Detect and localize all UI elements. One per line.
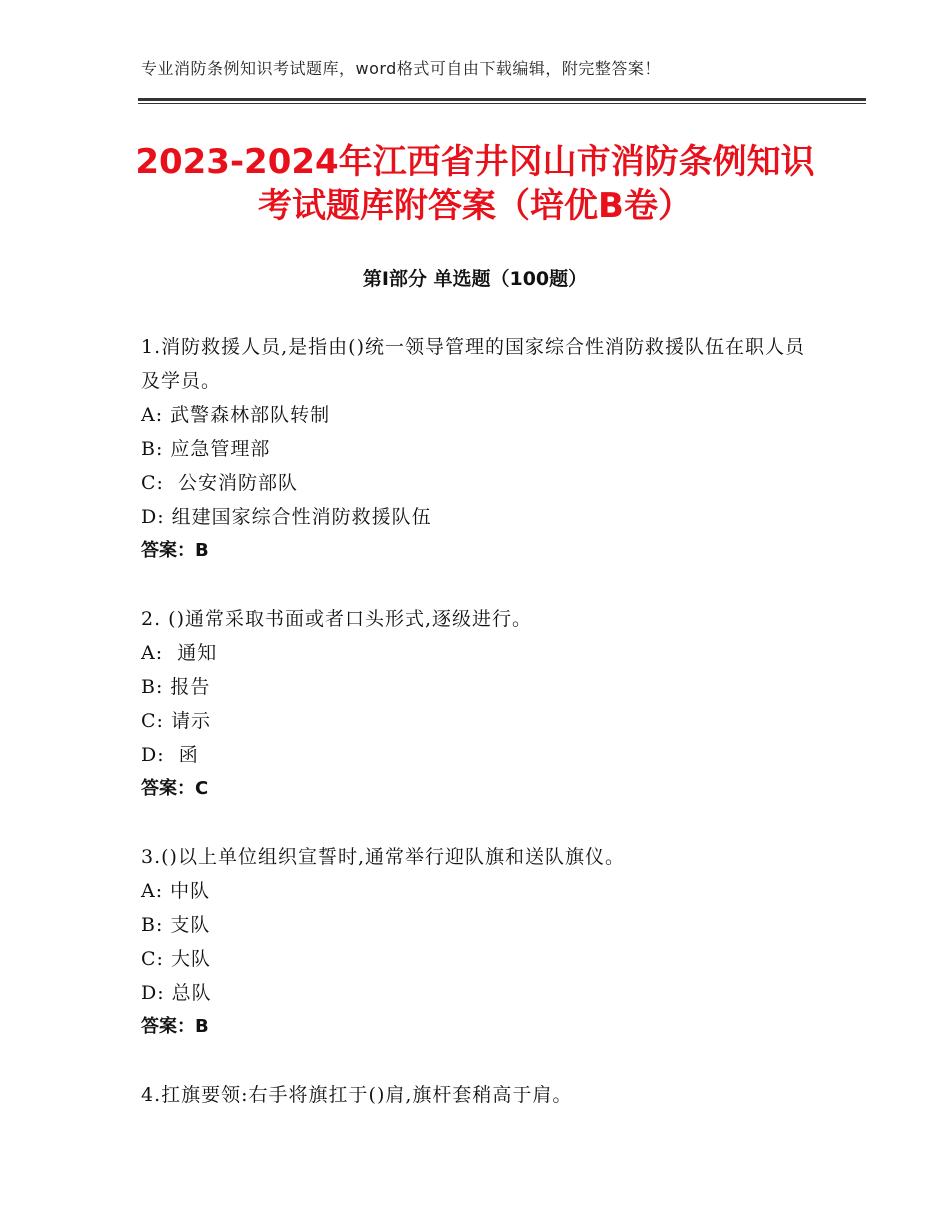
option-b: B: 报告 <box>141 676 211 698</box>
question-stem: 4.扛旗要领:右手将旗扛于()肩,旗杆套稍高于肩。 <box>141 1084 573 1106</box>
answer-line: 答案：B <box>141 1016 209 1037</box>
title-line-1: 2023-2024年江西省井冈山市消防条例知识 <box>135 142 815 182</box>
option-c: C: 公安消防部队 <box>141 472 299 494</box>
header-rule-thin <box>138 103 866 104</box>
section-heading: 第Ⅰ部分 单选题（100题） <box>362 268 588 290</box>
option-c: C: 请示 <box>141 710 211 732</box>
answer-line: 答案：B <box>141 540 209 561</box>
option-d: D: 函 <box>141 744 199 766</box>
option-d: D: 总队 <box>141 982 212 1004</box>
option-a: A: 通知 <box>141 642 218 664</box>
question-stem: 2. ()通常采取书面或者口头形式,逐级进行。 <box>141 608 533 630</box>
question-4 <box>141 1078 821 1112</box>
header-note: 专业消防条例知识考试题库，word格式可自由下载编辑，附完整答案！ <box>141 59 661 78</box>
question-1 <box>141 330 821 568</box>
option-c: C: 大队 <box>141 948 211 970</box>
question-2 <box>141 602 821 806</box>
option-d: D: 组建国家综合性消防救援队伍 <box>141 506 432 528</box>
question-stem: 3.()以上单位组织宣誓时,通常举行迎队旗和送队旗仪。 <box>141 846 625 868</box>
question-stem: 1.消防救援人员,是指由()统一领导管理的国家综合性消防救援队伍在职人员及学员。 <box>141 336 805 392</box>
option-a: A: 武警森林部队转制 <box>141 404 331 426</box>
question-list <box>141 330 821 1146</box>
document-title <box>100 140 850 228</box>
option-a: A: 中队 <box>141 880 211 902</box>
option-b: B: 支队 <box>141 914 211 936</box>
title-line-2: 考试题库附答案（培优B卷） <box>258 186 692 226</box>
answer-line: 答案：C <box>141 778 209 799</box>
header-rule-thick <box>138 98 866 101</box>
question-3 <box>141 840 821 1044</box>
option-b: B: 应急管理部 <box>141 438 271 460</box>
